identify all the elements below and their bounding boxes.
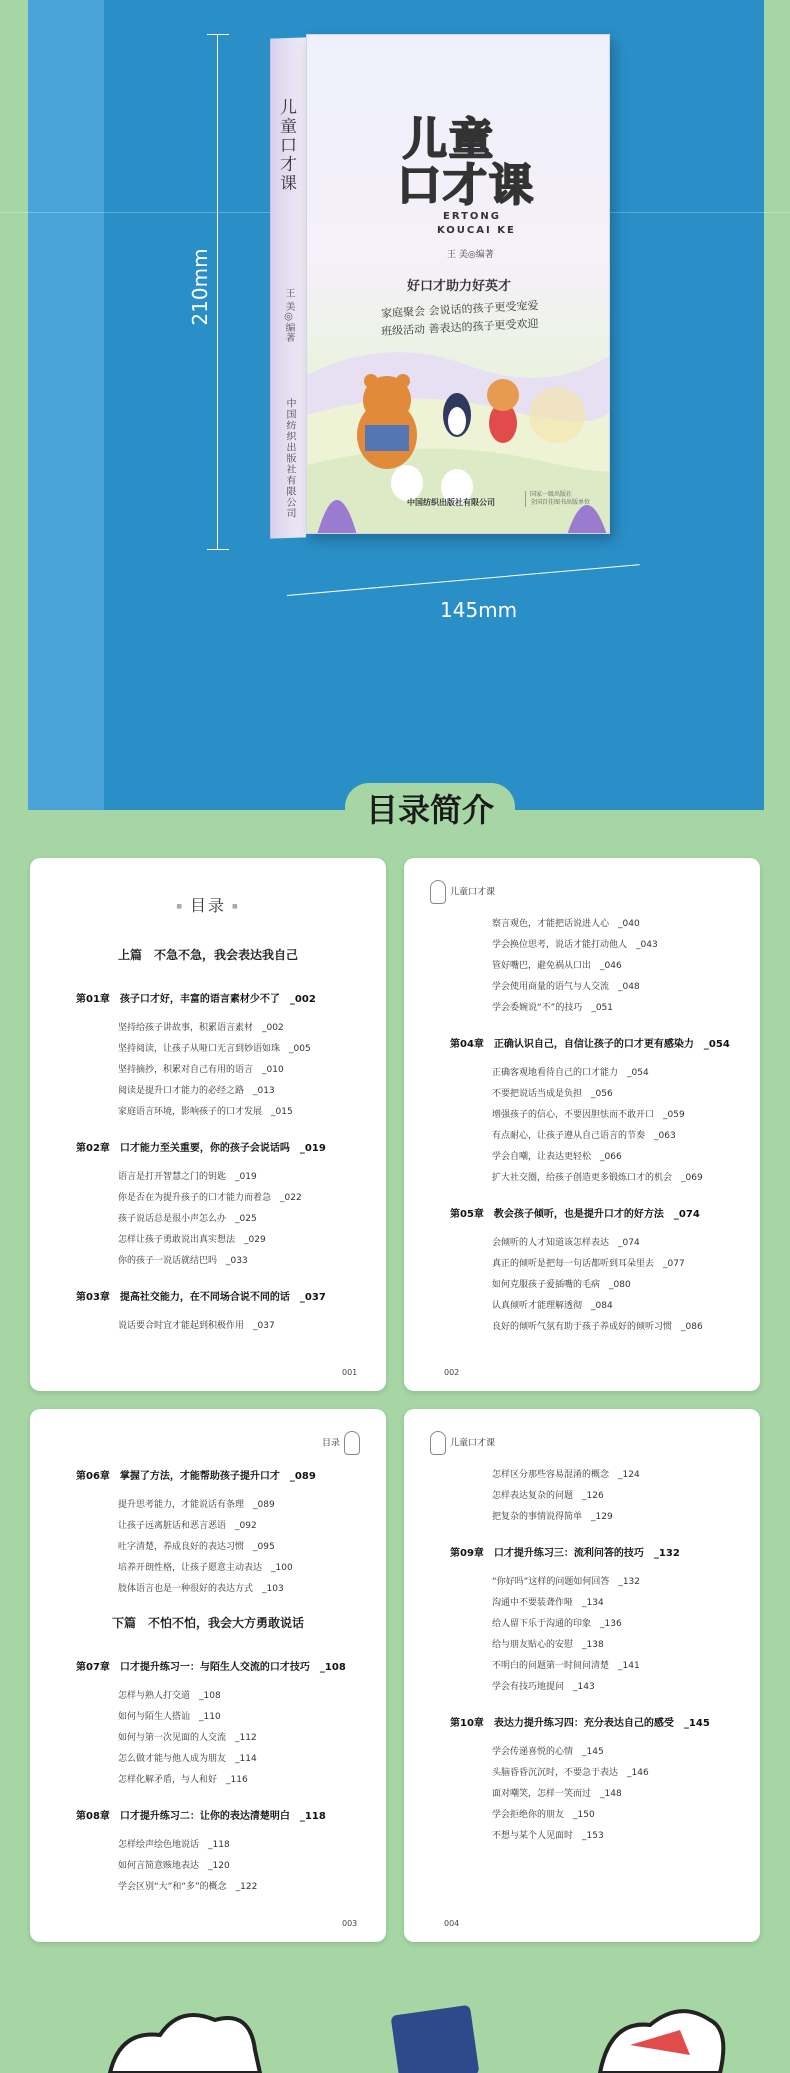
section-item: 怎么做才能与他人成为朋友 _114 (118, 1754, 257, 1764)
section-item: 不想与某个人见面时 _153 (492, 1831, 604, 1841)
cover-publisher: 中国纺织出版社有限公司 (407, 498, 495, 507)
section-item: 正确客观地看待自己的口才能力 _054 (492, 1068, 649, 1078)
child-avatar-icon (344, 1431, 360, 1455)
chapter-title: 第02章 口才能力至关重要，你的孩子会说话吗 _019 (76, 1143, 326, 1154)
section-item: 学会自嘲，让表达更轻松 _066 (492, 1152, 622, 1162)
section-item: 有点耐心，让孩子遵从自己语言的节奏 _063 (492, 1131, 676, 1141)
chapter-title: 第01章 孩子口才好，丰富的语言素材少不了 _002 (76, 994, 316, 1005)
section-item: 扩大社交圈，给孩子创造更多锻炼口才的机会 _069 (492, 1173, 703, 1183)
section-item: 学会区别“大”和“多”的概念 _122 (118, 1882, 258, 1892)
section-item: 不要把说话当成是负担 _056 (492, 1089, 613, 1099)
section-item: 如何与第一次见面的人交流 _112 (118, 1733, 257, 1743)
cover-author: 王 美◎编著 (447, 250, 494, 260)
cover-pinyin-line1: ERTONG (443, 211, 501, 222)
section-item: 提升思考能力，才能说话有条理 _089 (118, 1500, 275, 1510)
page-header-text: 目录 (322, 1438, 341, 1449)
section-item: 把复杂的事情说得简单 _129 (492, 1512, 613, 1522)
section-item: 面对嘲笑，怎样一笑而过 _148 (492, 1789, 622, 1799)
section-item: 学会有技巧地提问 _143 (492, 1682, 595, 1692)
toc-page-4 (404, 1409, 760, 1942)
chapter-title: 第06章 掌握了方法，才能帮助孩子提升口才 _089 (76, 1471, 316, 1482)
section-item: 不明白的问题第一时间问清楚 _141 (492, 1661, 640, 1671)
section-item: 怎样让孩子勇敢说出真实想法 _029 (118, 1235, 266, 1245)
left-green-edge (0, 0, 28, 810)
page-header (426, 880, 495, 904)
book-3d (270, 34, 610, 539)
cover-title-line2 (397, 149, 535, 213)
section-item: 如何与陌生人搭讪 _110 (118, 1712, 221, 1722)
section-item: 给人留下乐于沟通的印象 _136 (492, 1619, 622, 1629)
section-item: 孩子说话总是很小声怎么办 _025 (118, 1214, 257, 1224)
cover-tagline1: 家庭聚会 会说话的孩子更受宠爱 (380, 298, 539, 321)
section-item: 怎样化解矛盾，与人和好 _116 (118, 1775, 248, 1785)
section-item: 肢体语言也是一种很好的表达方式 _103 (118, 1584, 284, 1594)
section-item: 增强孩子的信心，不要因胆怯而不敢开口 _059 (492, 1110, 685, 1120)
book-spine (270, 37, 306, 538)
section-item: 怎样与熟人打交道 _108 (118, 1691, 221, 1701)
chapter-title: 第05章 教会孩子倾听，也是提升口才的好方法 _074 (450, 1209, 700, 1220)
section-item: 学会换位思考，说话才能打动他人 _043 (492, 940, 658, 950)
section-item: 良好的倾听气氛有助于孩子养成好的倾听习惯 _086 (492, 1322, 703, 1332)
section-item: 学会委婉说“不”的技巧 _051 (492, 1003, 614, 1013)
section-item: 学会拒绝你的朋友 _150 (492, 1810, 595, 1820)
page-header-text: 儿童口才课 (450, 1438, 496, 1449)
part-title: 下篇 不怕不怕，我会大方勇敢说话 (111, 1616, 304, 1630)
part-title: 上篇 不急不急，我会表达我自己 (117, 948, 298, 962)
section-item: 察言观色，才能把话说进人心 _040 (492, 919, 640, 929)
section-item: 坚持给孩子讲故事，积累语言素材 _002 (118, 1023, 284, 1033)
section-item: 你是否在为提升孩子的口才能力而着急 _022 (118, 1193, 302, 1203)
right-green-edge (764, 0, 790, 810)
page-header-text: 儿童口才课 (450, 887, 496, 898)
book-cover (306, 34, 610, 534)
section-item: 会倾听的人才知道该怎样表达 _074 (492, 1238, 640, 1248)
cover-pinyin-line2: KOUCAI KE (437, 225, 516, 236)
section-item: 让孩子远离脏话和恶言恶语 _092 (118, 1521, 257, 1531)
height-label: 210mm (188, 248, 212, 326)
child-avatar-icon (430, 880, 446, 904)
spine-author: 王 美◎编著 (283, 287, 294, 343)
section-item: 学会传递喜悦的心情 _145 (492, 1747, 604, 1757)
section-item: 学会使用商量的语气与人交流 _048 (492, 982, 640, 992)
chapter-title: 第08章 口才提升练习二：让你的表达清楚明白 _118 (76, 1811, 326, 1822)
section-item: 怎样区分那些容易混淆的概念 _124 (492, 1470, 640, 1480)
toc-page-2 (404, 858, 760, 1391)
section-item: 坚持阅读，让孩子从哑口无言到妙语如珠 _005 (118, 1044, 311, 1054)
section-item: 头脑昏昏沉沉时，不要急于表达 _146 (492, 1768, 649, 1778)
section-title: 目录简介 (345, 783, 515, 833)
section-item: 如何言简意赅地表达 _120 (118, 1861, 230, 1871)
spine-publisher: 中国纺织出版社有限公司 (284, 397, 295, 520)
page-number: 001 (342, 1368, 358, 1377)
bottom-decoration (0, 1960, 790, 2073)
section-item: 说话要合时宜才能起到积极作用 _037 (118, 1321, 275, 1331)
section-item: 家庭语言环境，影响孩子的口才发展 _015 (118, 1107, 293, 1117)
page-number: 002 (444, 1368, 460, 1377)
cover-tagline2: 班级活动 善表达的孩子更受欢迎 (380, 316, 539, 339)
section-item: 坚持摘抄，积累对自己有用的语言 _010 (118, 1065, 284, 1075)
toc-heading: ■ 目录 ■ (30, 893, 386, 916)
section-item: 吐字清楚，养成良好的表达习惯 _095 (118, 1542, 275, 1552)
cover-title-text2: 口才课 (397, 160, 535, 211)
section-item: 怎样绘声绘色地说话 _118 (118, 1840, 230, 1850)
page-number: 004 (444, 1919, 460, 1928)
section-item: 你的孩子一说话就结巴吗 _033 (118, 1256, 248, 1266)
section-item: 给与朋友贴心的安慰 _138 (492, 1640, 604, 1650)
section-item: 语言是打开智慧之门的钥匙 _019 (118, 1172, 257, 1182)
height-dimension-line (217, 34, 218, 549)
page-header (322, 1431, 364, 1455)
page-number: 003 (342, 1919, 358, 1928)
section-item: 怎样表达复杂的问题 _126 (492, 1491, 604, 1501)
cover-slogan: 好口才助力好英才 (407, 279, 512, 294)
width-label: 145mm (440, 598, 518, 622)
section-item: 认真倾听才能理解透彻 _084 (492, 1301, 613, 1311)
section-item: “你好吗”这样的问题如何回答 _132 (492, 1577, 641, 1587)
section-item: 如何克服孩子爱插嘴的毛病 _080 (492, 1280, 631, 1290)
page-header (426, 1431, 495, 1455)
spine-title: 儿童口才课 (276, 97, 296, 194)
cover-title-text1: 儿童 (403, 114, 495, 165)
child-avatar-icon (430, 1431, 446, 1455)
section-item: 沟通中不要装聋作哑 _134 (492, 1598, 604, 1608)
cover-badge: 国家一级出版社 全国百佳图书出版单位 (525, 491, 590, 507)
toc-page-3 (30, 1409, 386, 1942)
chapter-title: 第10章 表达力提升练习四：充分表达自己的感受 _145 (450, 1718, 710, 1729)
height-tick-bottom (207, 549, 229, 550)
height-tick-top (207, 34, 229, 35)
section-item: 管好嘴巴，避免祸从口出 _046 (492, 961, 622, 971)
chapter-title: 第07章 口才提升练习一：与陌生人交流的口才技巧 _108 (76, 1662, 346, 1673)
section-item: 真正的倾听是把每一句话都听到耳朵里去 _077 (492, 1259, 685, 1269)
section-item: 阅读是提升口才能力的必经之路 _013 (118, 1086, 275, 1096)
chapter-title: 第03章 提高社交能力，在不同场合说不同的话 _037 (76, 1292, 326, 1303)
chapter-title: 第04章 正确认识自己，自信让孩子的口才更有感染力 _054 (450, 1039, 730, 1050)
chapter-title: 第09章 口才提升练习三：流利问答的技巧 _132 (450, 1548, 680, 1559)
toc-page-1 (30, 858, 386, 1391)
section-item: 培养开朗性格，让孩子愿意主动表达 _100 (118, 1563, 293, 1573)
